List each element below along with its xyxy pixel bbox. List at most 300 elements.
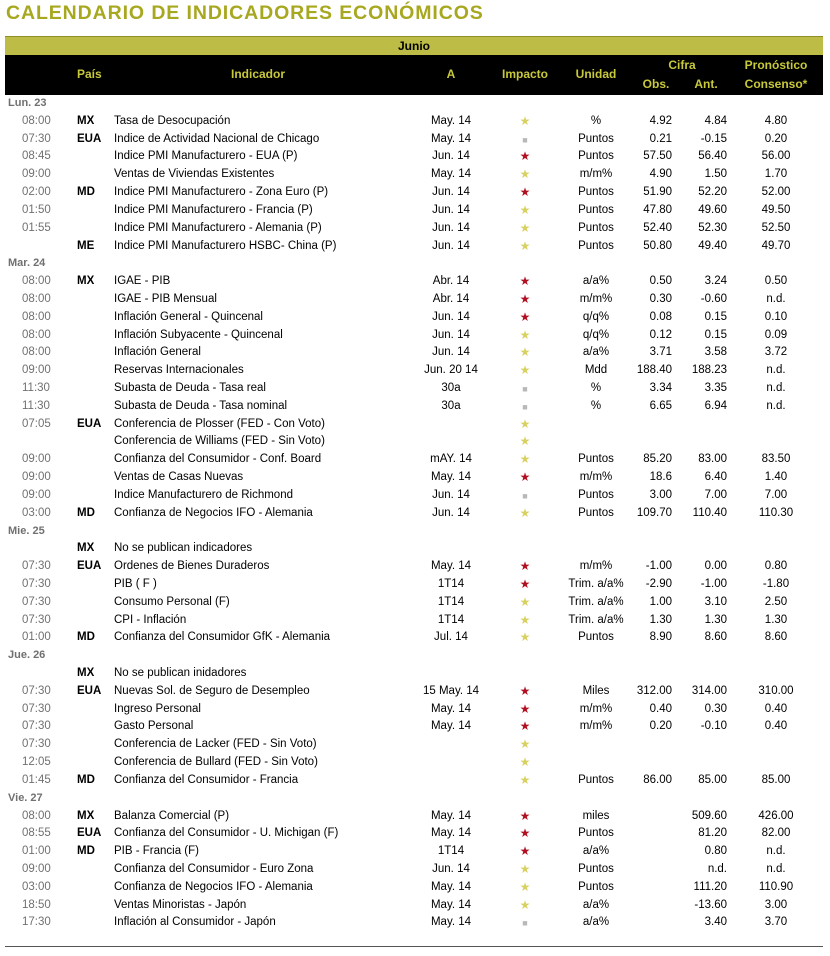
observed-value-cell: -2.90 [645, 577, 672, 590]
time-cell: 08:00 [22, 328, 51, 341]
table-row [0, 559, 830, 577]
period-cell: May. 14 [430, 471, 472, 484]
unit-cell: a/a% [582, 898, 610, 911]
period-cell: 30a [441, 382, 461, 394]
consensus-cell: -1.80 [762, 577, 790, 590]
table-row [0, 274, 830, 292]
unit-cell: Puntos [578, 506, 614, 519]
observed-value-cell: 1.00 [649, 595, 672, 608]
table-row [0, 167, 830, 185]
consensus-cell: n.d. [766, 845, 786, 858]
time-cell: 01:45 [22, 773, 51, 786]
unit-cell: Puntos [578, 150, 614, 163]
time-cell: 03:00 [22, 880, 51, 893]
table-row [0, 399, 830, 417]
header-ant: Ant. [694, 77, 718, 91]
impact-high-star-icon: ★ [519, 844, 531, 859]
header-unidad: Unidad [575, 67, 617, 81]
impact-medium-star-icon: ★ [519, 345, 531, 360]
unit-cell: m/m% [579, 720, 613, 733]
previous-value-cell: -1.00 [700, 577, 727, 590]
time-cell: 01:00 [22, 631, 51, 644]
impact-medium-star-icon: ★ [519, 363, 531, 378]
table-row [0, 345, 830, 363]
previous-value-cell: 85.00 [698, 773, 727, 786]
time-cell: 08:00 [22, 292, 51, 305]
table-row [0, 773, 830, 791]
period-cell: 15 May. 14 [422, 684, 480, 697]
indicator-cell: Ventas Minoristas - Japón [114, 898, 247, 911]
country-cell: ME [77, 239, 95, 252]
table-row [0, 506, 830, 524]
indicator-cell: Confianza de Negocios IFO - Alemania [114, 506, 313, 519]
time-cell: 12:05 [22, 756, 51, 769]
day-label: Jue. 26 [8, 649, 46, 662]
period-cell: Jun. 14 [432, 506, 470, 519]
consensus-cell: 0.50 [764, 275, 788, 288]
unit-cell: miles [582, 809, 610, 822]
table-row [0, 880, 830, 898]
unit-cell: a/a% [582, 845, 610, 858]
consensus-cell: 110.30 [758, 506, 794, 519]
consensus-cell: 83.50 [761, 453, 791, 466]
impact-high-star-icon: ★ [519, 309, 531, 324]
impact-low-square-icon: ■ [522, 134, 528, 145]
previous-value-cell: 49.60 [698, 203, 727, 216]
indicator-cell: Ventas de Casas Nuevas [114, 471, 244, 484]
impact-low-square-icon: ■ [522, 401, 528, 412]
impact-medium-star-icon: ★ [519, 897, 531, 912]
header-pais: País [77, 67, 102, 81]
previous-value-cell: 0.15 [704, 328, 727, 341]
consensus-cell: 7.00 [764, 488, 788, 501]
consensus-cell: n.d. [766, 862, 786, 875]
observed-value-cell: 0.08 [649, 310, 672, 323]
consensus-cell: 52.50 [761, 221, 791, 234]
consensus-cell: 3.72 [764, 346, 788, 359]
impact-medium-star-icon: ★ [519, 113, 531, 128]
consensus-cell: 1.40 [764, 471, 788, 484]
observed-value-cell: 50.80 [643, 239, 672, 252]
time-cell: 07:30 [22, 720, 51, 733]
indicator-table [0, 96, 830, 933]
country-cell: MD [77, 773, 95, 786]
previous-value-cell: 3.24 [704, 275, 727, 288]
table-row [0, 613, 830, 631]
table-row [0, 915, 830, 933]
unit-cell: Mdd [584, 364, 608, 377]
indicator-cell: No se publican indicadores [114, 542, 253, 555]
time-cell: 07:30 [22, 613, 51, 626]
observed-value-cell: 4.90 [649, 168, 672, 181]
month-bar: Junio [5, 36, 823, 55]
impact-medium-star-icon: ★ [519, 630, 531, 645]
indicator-cell: Indice PMI Manufacturero - Zona Euro (P) [114, 186, 329, 199]
impact-low-square-icon: ■ [522, 490, 528, 501]
indicator-cell: Ordenes de Bienes Duraderos [114, 560, 270, 573]
observed-value-cell: 0.12 [649, 328, 672, 341]
table-row [0, 149, 830, 167]
consensus-cell: 310.00 [758, 684, 794, 697]
table-row [0, 755, 830, 773]
period-cell: May. 14 [430, 702, 472, 715]
consensus-cell: 56.00 [761, 150, 791, 163]
unit-cell: a/a% [582, 275, 610, 288]
unit-cell: Puntos [578, 221, 614, 234]
country-cell: MX [77, 114, 95, 127]
country-cell: EUA [77, 684, 102, 697]
consensus-cell: 0.10 [764, 310, 788, 323]
period-cell: May. 14 [430, 560, 472, 573]
time-cell: 09:00 [22, 471, 51, 484]
previous-value-cell: -0.15 [700, 132, 727, 145]
consensus-cell: n.d. [766, 292, 786, 305]
consensus-cell: 0.40 [764, 720, 788, 733]
observed-value-cell: 0.20 [649, 720, 672, 733]
time-cell: 01:50 [22, 203, 51, 216]
day-label: Lun. 23 [8, 97, 47, 109]
unit-cell: % [590, 399, 602, 412]
impact-medium-star-icon: ★ [519, 416, 531, 431]
consensus-cell: 8.60 [764, 631, 788, 644]
header-impacto: Impacto [501, 67, 549, 81]
period-cell: Jun. 14 [432, 150, 470, 163]
observed-value-cell: 85.20 [643, 453, 672, 466]
impact-medium-star-icon: ★ [519, 755, 531, 770]
table-row [0, 862, 830, 880]
consensus-cell: n.d. [766, 399, 786, 412]
table-row [0, 898, 830, 916]
country-cell: MD [77, 186, 95, 199]
table-row [0, 826, 830, 844]
unit-cell: m/m% [579, 168, 613, 181]
impact-high-star-icon: ★ [519, 291, 531, 306]
period-cell: May. 14 [430, 827, 472, 840]
country-cell: MX [77, 542, 95, 555]
previous-value-cell: 3.58 [704, 346, 727, 359]
period-cell: Jun. 14 [432, 186, 470, 199]
previous-value-cell: 3.35 [704, 382, 727, 394]
consensus-cell: 82.00 [761, 827, 791, 840]
table-row [0, 666, 830, 684]
indicator-cell: Reservas Internacionales [114, 364, 244, 377]
period-cell: Abr. 14 [432, 275, 470, 288]
time-cell: 07:30 [22, 738, 51, 751]
impact-medium-star-icon: ★ [519, 434, 531, 449]
period-cell: 1T14 [437, 595, 465, 608]
indicator-cell: Indice Manufacturero de Richmond [114, 488, 293, 501]
consensus-cell: 1.30 [764, 613, 788, 626]
impact-high-star-icon: ★ [519, 559, 531, 574]
indicator-cell: Confianza de Negocios IFO - Alemania [114, 880, 313, 893]
day-header-row [0, 256, 830, 274]
time-cell: 11:30 [22, 399, 50, 412]
consensus-cell: 0.40 [764, 702, 788, 715]
indicator-cell: Indice de Actividad Nacional de Chicago [114, 132, 320, 145]
time-cell: 09:00 [22, 488, 51, 501]
observed-value-cell: 86.00 [643, 773, 672, 786]
unit-cell: a/a% [582, 916, 610, 929]
country-cell: MD [77, 631, 95, 644]
time-cell: 18:50 [22, 898, 51, 911]
unit-cell: Puntos [578, 862, 614, 875]
indicator-cell: CPI - Inflación [114, 613, 187, 626]
consensus-cell: 3.70 [764, 916, 788, 929]
impact-high-star-icon: ★ [519, 274, 531, 289]
header-indicador: Indicador [231, 67, 286, 81]
time-cell: 07:30 [22, 702, 51, 715]
observed-value-cell: 8.90 [649, 631, 672, 644]
time-cell: 09:00 [22, 168, 51, 181]
table-row [0, 132, 830, 150]
consensus-cell: 85.00 [761, 773, 791, 786]
previous-value-cell: n.d. [707, 862, 727, 875]
time-cell: 08:45 [22, 150, 51, 163]
table-row [0, 595, 830, 613]
period-cell: Jun. 14 [432, 221, 470, 234]
period-cell: Jun. 14 [432, 328, 470, 341]
impact-high-star-icon: ★ [519, 719, 531, 734]
impact-medium-star-icon: ★ [519, 612, 531, 627]
previous-value-cell: 4.84 [704, 114, 727, 127]
period-cell: Jun. 14 [432, 488, 470, 501]
table-row [0, 239, 830, 257]
table-row [0, 737, 830, 755]
impact-medium-star-icon: ★ [519, 452, 531, 467]
indicator-cell: Tasa de Desocupación [114, 114, 231, 127]
consensus-cell: n.d. [766, 364, 786, 377]
impact-medium-star-icon: ★ [519, 167, 531, 182]
period-cell: May. 14 [430, 720, 472, 733]
indicator-cell: Inflación General - Quincenal [114, 310, 263, 323]
country-cell: EUA [77, 132, 102, 145]
indicator-cell: IGAE - PIB Mensual [114, 292, 217, 305]
time-cell: 01:55 [22, 221, 51, 234]
previous-value-cell: -0.60 [700, 292, 727, 305]
indicator-cell: Balanza Comercial (P) [114, 809, 230, 822]
previous-value-cell: 0.00 [704, 560, 727, 573]
period-cell: Jun. 14 [432, 346, 470, 359]
table-row [0, 114, 830, 132]
previous-value-cell: -0.10 [700, 720, 727, 733]
unit-cell: Puntos [578, 488, 614, 501]
period-cell: May. 14 [430, 898, 472, 911]
table-row [0, 221, 830, 239]
indicator-cell: Conferencia de Bullard (FED - Sin Voto) [114, 756, 318, 769]
impact-medium-star-icon: ★ [519, 327, 531, 342]
unit-cell: m/m% [579, 292, 613, 305]
previous-value-cell: 49.40 [698, 239, 727, 252]
time-cell: 02:00 [22, 186, 51, 199]
unit-cell: Puntos [578, 239, 614, 252]
table-row [0, 470, 830, 488]
indicator-cell: Subasta de Deuda - Tasa real [114, 382, 266, 394]
period-cell: 1T14 [437, 613, 465, 626]
impact-medium-star-icon: ★ [519, 238, 531, 253]
previous-value-cell: 3.40 [704, 916, 727, 929]
previous-value-cell: 1.30 [704, 613, 727, 626]
time-cell: 07:30 [22, 132, 51, 145]
previous-value-cell: 314.00 [691, 684, 727, 697]
unit-cell: Puntos [578, 132, 614, 145]
impact-medium-star-icon: ★ [519, 879, 531, 894]
unit-cell: Trim. a/a% [568, 613, 624, 626]
indicator-cell: Inflación General [114, 346, 201, 359]
observed-value-cell: 0.30 [649, 292, 672, 305]
unit-cell: Trim. a/a% [568, 595, 624, 608]
table-row [0, 328, 830, 346]
indicator-cell: Confianza del Consumidor GfK - Alemania [114, 631, 331, 644]
unit-cell: a/a% [582, 346, 610, 359]
indicator-cell: IGAE - PIB [114, 275, 171, 288]
table-row [0, 630, 830, 648]
observed-value-cell: 0.21 [649, 132, 672, 145]
time-cell: 09:00 [22, 862, 51, 875]
observed-value-cell: 6.65 [649, 399, 672, 412]
impact-medium-star-icon: ★ [519, 737, 531, 752]
unit-cell: Puntos [578, 773, 614, 786]
indicator-cell: Confianza del Consumidor - U. Michigan (F) [114, 827, 339, 840]
consensus-cell: 2.50 [764, 595, 788, 608]
consensus-cell: 0.20 [764, 132, 788, 145]
table-row [0, 541, 830, 559]
unit-cell: % [590, 114, 602, 127]
period-cell: Abr. 14 [432, 292, 470, 305]
impact-low-square-icon: ■ [522, 918, 528, 929]
indicator-cell: Conferencia de Plosser (FED - Con Voto) [114, 417, 325, 430]
indicator-cell: Nuevas Sol. de Seguro de Desempleo [114, 684, 310, 697]
observed-value-cell: 3.00 [649, 488, 672, 501]
previous-value-cell: 509.60 [691, 809, 727, 822]
period-cell: Jul. 14 [434, 631, 468, 644]
table-row [0, 719, 830, 737]
consensus-cell: 3.00 [764, 898, 788, 911]
consensus-cell: 110.90 [758, 880, 794, 893]
time-cell: 07:30 [22, 577, 51, 590]
observed-value-cell: 0.40 [649, 702, 672, 715]
unit-cell: Puntos [578, 186, 614, 199]
day-label: Vie. 27 [8, 791, 43, 804]
observed-value-cell: 1.30 [649, 613, 672, 626]
table-row [0, 203, 830, 221]
previous-value-cell: 81.20 [698, 827, 727, 840]
previous-value-cell: 0.15 [704, 310, 727, 323]
unit-cell: Puntos [578, 827, 614, 840]
indicator-cell: Subasta de Deuda - Tasa nominal [114, 399, 288, 412]
time-cell: 11:30 [22, 382, 50, 394]
impact-high-star-icon: ★ [519, 826, 531, 841]
table-row [0, 702, 830, 720]
observed-value-cell: 47.80 [643, 203, 672, 216]
period-cell: May. 14 [430, 114, 472, 127]
indicator-cell: Conferencia de Williams (FED - Sin Voto) [114, 435, 325, 448]
unit-cell: q/q% [582, 310, 610, 323]
unit-cell: Puntos [578, 453, 614, 466]
impact-high-star-icon: ★ [519, 701, 531, 716]
period-cell: May. 14 [430, 916, 472, 929]
time-cell: 01:00 [22, 845, 51, 858]
indicator-cell: Indice PMI Manufacturero HSBC- China (P) [114, 239, 337, 252]
country-cell: EUA [77, 560, 102, 573]
indicator-cell: Ventas de Viviendas Existentes [114, 168, 275, 181]
time-cell: 07:30 [22, 595, 51, 608]
country-cell: EUA [77, 417, 102, 430]
period-cell: 30a [441, 399, 461, 412]
country-cell: MX [77, 809, 95, 822]
consensus-cell: 1.70 [764, 168, 788, 181]
indicator-cell: Confianza del Consumidor - Conf. Board [114, 453, 322, 466]
observed-value-cell: 4.92 [649, 114, 672, 127]
unit-cell: Trim. a/a% [568, 577, 624, 590]
consensus-cell: n.d. [766, 382, 786, 394]
table-row [0, 417, 830, 435]
header-pronostico: Pronóstico [744, 58, 808, 72]
impact-high-star-icon: ★ [519, 576, 531, 591]
time-cell: 08:00 [22, 114, 51, 127]
observed-value-cell: 3.71 [649, 346, 672, 359]
previous-value-cell: 83.00 [698, 453, 727, 466]
unit-cell: m/m% [579, 702, 613, 715]
observed-value-cell: 0.50 [649, 275, 672, 288]
table-row [0, 310, 830, 328]
table-row [0, 185, 830, 203]
time-cell: 08:00 [22, 346, 51, 359]
period-cell: May. 14 [430, 880, 472, 893]
impact-medium-star-icon: ★ [519, 505, 531, 520]
indicator-cell: Consumo Personal (F) [114, 595, 230, 608]
time-cell: 07:05 [22, 417, 51, 430]
previous-value-cell: 6.40 [704, 471, 727, 484]
header-cifra: Cifra [668, 58, 696, 72]
impact-high-star-icon: ★ [519, 808, 531, 823]
indicator-cell: Indice PMI Manufacturero - Francia (P) [114, 203, 313, 216]
country-cell: MD [77, 506, 95, 519]
consensus-cell: 52.00 [761, 186, 791, 199]
observed-value-cell: 57.50 [643, 150, 672, 163]
indicator-cell: Indice PMI Manufacturero - Alemania (P) [114, 221, 322, 234]
time-cell: 07:30 [22, 560, 51, 573]
period-cell: Jun. 14 [432, 310, 470, 323]
consensus-cell: 4.80 [764, 114, 788, 127]
impact-medium-star-icon: ★ [519, 220, 531, 235]
day-header-row [0, 791, 830, 809]
previous-value-cell: 3.10 [704, 595, 727, 608]
unit-cell: Puntos [578, 880, 614, 893]
impact-high-star-icon: ★ [519, 149, 531, 164]
time-cell: 07:30 [22, 684, 51, 697]
indicator-cell: Confianza del Consumidor - Francia [114, 773, 299, 786]
bottom-divider [5, 946, 823, 947]
observed-value-cell: -1.00 [645, 560, 672, 573]
indicator-cell: No se publican inidadores [114, 667, 247, 679]
unit-cell: q/q% [582, 328, 610, 341]
indicator-cell: Inflación Subyacente - Quincenal [114, 328, 283, 341]
unit-cell: % [590, 382, 602, 394]
previous-value-cell: 188.23 [691, 364, 727, 377]
previous-value-cell: 52.20 [698, 186, 727, 199]
table-row [0, 452, 830, 470]
unit-cell: Puntos [578, 203, 614, 216]
table-row [0, 844, 830, 862]
page-title: CALENDARIO DE INDICADORES ECONÓMICOS [6, 2, 484, 24]
consensus-cell: 49.70 [761, 239, 791, 252]
unit-cell: Miles [582, 684, 610, 697]
impact-high-star-icon: ★ [519, 683, 531, 698]
period-cell: May. 14 [430, 168, 472, 181]
observed-value-cell: 51.90 [643, 186, 672, 199]
period-cell: Jun. 14 [432, 203, 470, 216]
day-header-row [0, 96, 830, 114]
